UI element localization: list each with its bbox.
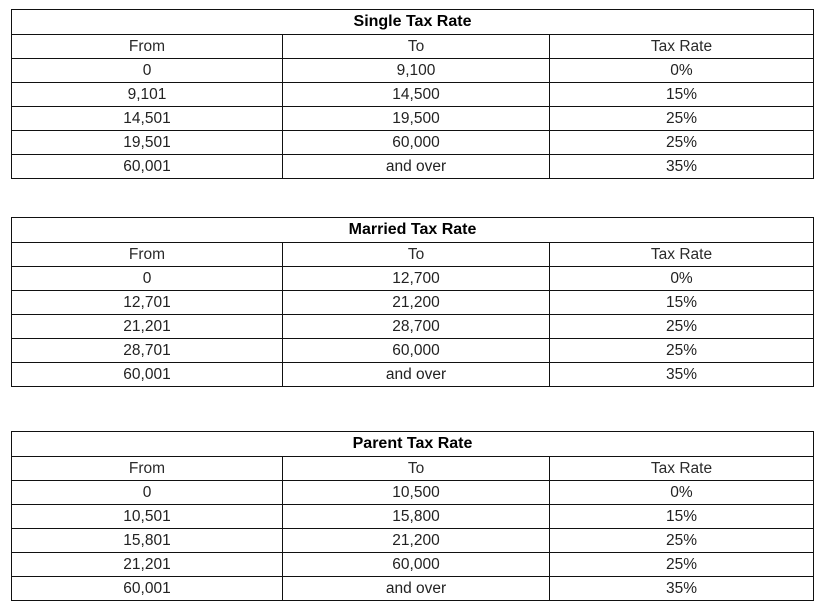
cell-to: and over bbox=[283, 363, 550, 387]
cell-from: 10,501 bbox=[12, 505, 283, 529]
cell-to: 15,800 bbox=[283, 505, 550, 529]
table-row bbox=[12, 363, 814, 387]
header-from: From bbox=[12, 457, 283, 481]
cell-to: 60,000 bbox=[283, 339, 550, 363]
table-row bbox=[12, 267, 814, 291]
cell-to: 10,500 bbox=[283, 481, 550, 505]
cell-to: 60,000 bbox=[283, 131, 550, 155]
cell-to: 9,100 bbox=[283, 59, 550, 83]
cell-from: 28,701 bbox=[12, 339, 283, 363]
header-tax-rate: Tax Rate bbox=[550, 457, 814, 481]
cell-to: and over bbox=[283, 577, 550, 601]
table-header-row bbox=[12, 243, 814, 267]
cell-from: 0 bbox=[12, 481, 283, 505]
table-row bbox=[12, 59, 814, 83]
cell-tax-rate: 25% bbox=[550, 107, 814, 131]
cell-from: 60,001 bbox=[12, 363, 283, 387]
table-row bbox=[12, 315, 814, 339]
cell-to: and over bbox=[283, 155, 550, 179]
cell-to: 60,000 bbox=[283, 553, 550, 577]
cell-from: 14,501 bbox=[12, 107, 283, 131]
cell-tax-rate: 25% bbox=[550, 131, 814, 155]
header-from: From bbox=[12, 35, 283, 59]
cell-from: 9,101 bbox=[12, 83, 283, 107]
cell-to: 14,500 bbox=[283, 83, 550, 107]
table-row bbox=[12, 83, 814, 107]
cell-to: 21,200 bbox=[283, 291, 550, 315]
header-to: To bbox=[283, 35, 550, 59]
table-row bbox=[12, 131, 814, 155]
cell-from: 60,001 bbox=[12, 577, 283, 601]
table-header-row bbox=[12, 35, 814, 59]
header-from: From bbox=[12, 243, 283, 267]
table-row bbox=[12, 553, 814, 577]
table-title: Single Tax Rate bbox=[12, 10, 814, 35]
table-row bbox=[12, 529, 814, 553]
cell-from: 60,001 bbox=[12, 155, 283, 179]
cell-tax-rate: 25% bbox=[550, 553, 814, 577]
cell-from: 12,701 bbox=[12, 291, 283, 315]
table-row bbox=[12, 291, 814, 315]
cell-tax-rate: 25% bbox=[550, 529, 814, 553]
parent-tax-rate-table bbox=[11, 431, 814, 601]
cell-from: 0 bbox=[12, 267, 283, 291]
table-title-row bbox=[12, 10, 814, 35]
cell-from: 19,501 bbox=[12, 131, 283, 155]
table-title: Parent Tax Rate bbox=[12, 432, 814, 457]
table-title-row bbox=[12, 432, 814, 457]
cell-from: 0 bbox=[12, 59, 283, 83]
table-row bbox=[12, 155, 814, 179]
cell-from: 21,201 bbox=[12, 553, 283, 577]
cell-tax-rate: 15% bbox=[550, 291, 814, 315]
table-title-row bbox=[12, 218, 814, 243]
cell-tax-rate: 0% bbox=[550, 59, 814, 83]
cell-tax-rate: 15% bbox=[550, 83, 814, 107]
cell-tax-rate: 0% bbox=[550, 267, 814, 291]
cell-to: 12,700 bbox=[283, 267, 550, 291]
cell-tax-rate: 35% bbox=[550, 363, 814, 387]
table-row bbox=[12, 577, 814, 601]
cell-tax-rate: 35% bbox=[550, 577, 814, 601]
married-tax-rate-table bbox=[11, 217, 814, 387]
cell-from: 15,801 bbox=[12, 529, 283, 553]
table-title: Married Tax Rate bbox=[12, 218, 814, 243]
single-tax-rate-table bbox=[11, 9, 814, 179]
table-row bbox=[12, 481, 814, 505]
cell-tax-rate: 25% bbox=[550, 315, 814, 339]
header-tax-rate: Tax Rate bbox=[550, 35, 814, 59]
table-row bbox=[12, 505, 814, 529]
table-row bbox=[12, 339, 814, 363]
header-to: To bbox=[283, 457, 550, 481]
table-header-row bbox=[12, 457, 814, 481]
cell-tax-rate: 25% bbox=[550, 339, 814, 363]
table-row bbox=[12, 107, 814, 131]
cell-from: 21,201 bbox=[12, 315, 283, 339]
cell-to: 21,200 bbox=[283, 529, 550, 553]
cell-to: 28,700 bbox=[283, 315, 550, 339]
cell-to: 19,500 bbox=[283, 107, 550, 131]
header-tax-rate: Tax Rate bbox=[550, 243, 814, 267]
cell-tax-rate: 0% bbox=[550, 481, 814, 505]
cell-tax-rate: 15% bbox=[550, 505, 814, 529]
header-to: To bbox=[283, 243, 550, 267]
cell-tax-rate: 35% bbox=[550, 155, 814, 179]
